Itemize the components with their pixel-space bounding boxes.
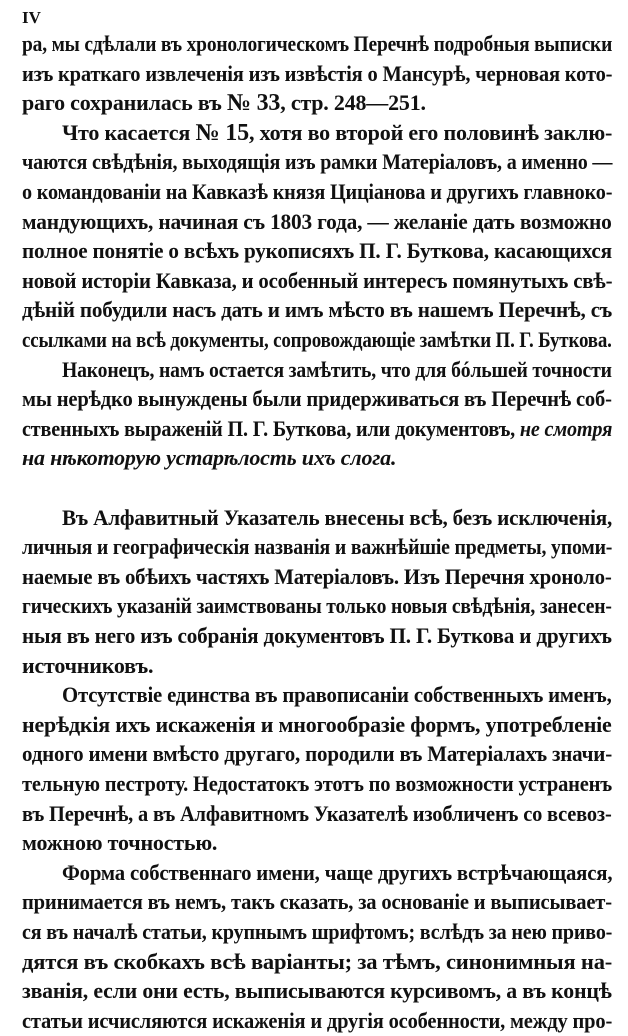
text-line — [22, 712, 612, 738]
text-segment: принимается въ немъ, такъ сказать, за основаніе и выписывает- — [22, 889, 612, 914]
text-segment: Отсутствіе единства въ правописаніи собственныхъ именъ, — [62, 682, 612, 707]
text-line — [22, 445, 396, 471]
bold-reference: № 15 — [195, 120, 249, 146]
text-line — [22, 653, 153, 679]
text-segment: одного имени вмѣсто другаго, породили въ Матеріалахъ значи- — [22, 741, 613, 766]
text-segment: ныя въ него изъ собранія документовъ П. Г. Буткова и другихъ — [22, 623, 612, 648]
text-line — [22, 534, 612, 560]
text-segment: дѣній побудили насъ дать и имъ мѣсто въ нашемъ Перечнѣ, съ — [22, 297, 613, 322]
text-line — [62, 860, 612, 886]
text-segment: Форма собственнаго имени, чаще другихъ встрѣчающаяся, — [62, 860, 613, 885]
text-line — [22, 741, 612, 767]
text-segment: о командованіи на Кавказѣ князя Циціанова и другихъ главноко- — [22, 179, 613, 204]
text-line — [22, 1008, 612, 1034]
text-line — [62, 505, 612, 531]
text-line — [22, 238, 612, 264]
text-segment: ся въ началѣ статьи, крупнымъ шрифтомъ; вслѣдъ за нею приво- — [22, 919, 613, 944]
text-segment: гическихъ указаній заимствованы только новыя свѣдѣнія, занесен- — [22, 593, 612, 618]
italic-text: не смотря — [519, 416, 613, 441]
text-line — [22, 830, 217, 856]
text-line — [22, 268, 612, 294]
text-line — [22, 949, 612, 975]
text-segment: новой исторіи Кавказа, и особенный интересъ помянутыхъ свѣ- — [22, 268, 613, 293]
text-line — [22, 90, 426, 116]
text-line — [22, 31, 612, 57]
italic-text: на нѣкоторую устарѣлость ихъ слога. — [22, 445, 397, 470]
text-line — [22, 209, 612, 235]
text-segment: изъ краткаго извлеченія изъ извѣстія о Мансурѣ, черновая кото- — [22, 61, 613, 86]
text-line — [22, 593, 612, 619]
text-segment: статьи исчисляются искаженія и другія особенности, между про- — [22, 1008, 613, 1033]
text-segment: источниковъ. — [22, 653, 154, 678]
text-segment: личныя и географическія названія и важнѣйшіе предметы, упоми- — [22, 534, 613, 559]
text-segment: , стр. 248—251. — [280, 90, 426, 115]
text-segment: ссылками на всѣ документы, сопровождающіе замѣтки П. Г. Буткова. — [22, 327, 612, 352]
text-line — [62, 357, 612, 383]
text-segment: въ Перечнѣ, а въ Алфавитномъ Указателѣ изобличенъ со всевоз- — [22, 801, 612, 826]
text-line — [22, 297, 612, 323]
text-line — [22, 386, 612, 412]
text-line — [22, 149, 612, 175]
text-segment: мандующихъ, начиная съ 1803 года, — желаніе дать возможно — [22, 209, 612, 234]
text-line — [22, 889, 612, 915]
text-line — [62, 120, 612, 146]
text-segment: нерѣдкія ихъ искаженія и многообразіе формъ, употребленіе — [22, 712, 612, 737]
text-segment: полное понятіе о всѣхъ рукописяхъ П. Г. Буткова, касающихся — [22, 238, 612, 263]
text-line — [22, 179, 612, 205]
text-segment: ственныхъ выраженій П. Г. Буткова, или документовъ, — [22, 416, 520, 441]
text-line — [22, 978, 612, 1004]
text-segment: мы нерѣдко вынуждены были придерживаться въ Перечнѣ соб- — [22, 386, 612, 411]
text-segment: тельную пестроту. Недостатокъ этотъ по возможности устраненъ — [22, 771, 613, 796]
text-segment: ра, мы сдѣлали въ хронологическомъ Перечнѣ подробныя выписки — [22, 31, 613, 56]
text-segment: Что касается — [62, 120, 196, 145]
text-line — [22, 564, 612, 590]
text-line — [62, 682, 612, 708]
text-segment: Наконецъ, намъ остается замѣтить, что для бóльшей точности — [62, 357, 612, 382]
text-line — [22, 919, 612, 945]
bold-reference: № 33 — [226, 90, 281, 116]
text-line — [22, 771, 612, 797]
text-segment: званія, если они есть, выписываются курсивомъ, а въ концѣ — [22, 978, 612, 1003]
text-line — [22, 61, 612, 87]
text-segment: раго сохранилась въ — [22, 90, 227, 115]
text-segment: Въ Алфавитный Указатель внесены всѣ, безъ исключенія, — [62, 505, 613, 530]
text-segment: наемые въ обѣихъ частяхъ Матеріаловъ. Изъ Перечня хроноло- — [22, 564, 612, 589]
text-segment: можною точностью. — [22, 830, 218, 855]
text-segment: чаются свѣдѣнія, выходящія изъ рамки Матеріаловъ, а именно — — [22, 149, 613, 174]
text-line — [22, 623, 612, 649]
page-number: IV — [22, 8, 41, 27]
text-segment: , хотя во второй его половинѣ заклю- — [248, 120, 613, 145]
text-line — [22, 801, 612, 827]
text-segment: дятся въ скобкахъ всѣ варіанты; за тѣмъ, синонимныя на- — [22, 949, 613, 974]
text-line — [22, 327, 612, 353]
text-line — [22, 416, 612, 442]
